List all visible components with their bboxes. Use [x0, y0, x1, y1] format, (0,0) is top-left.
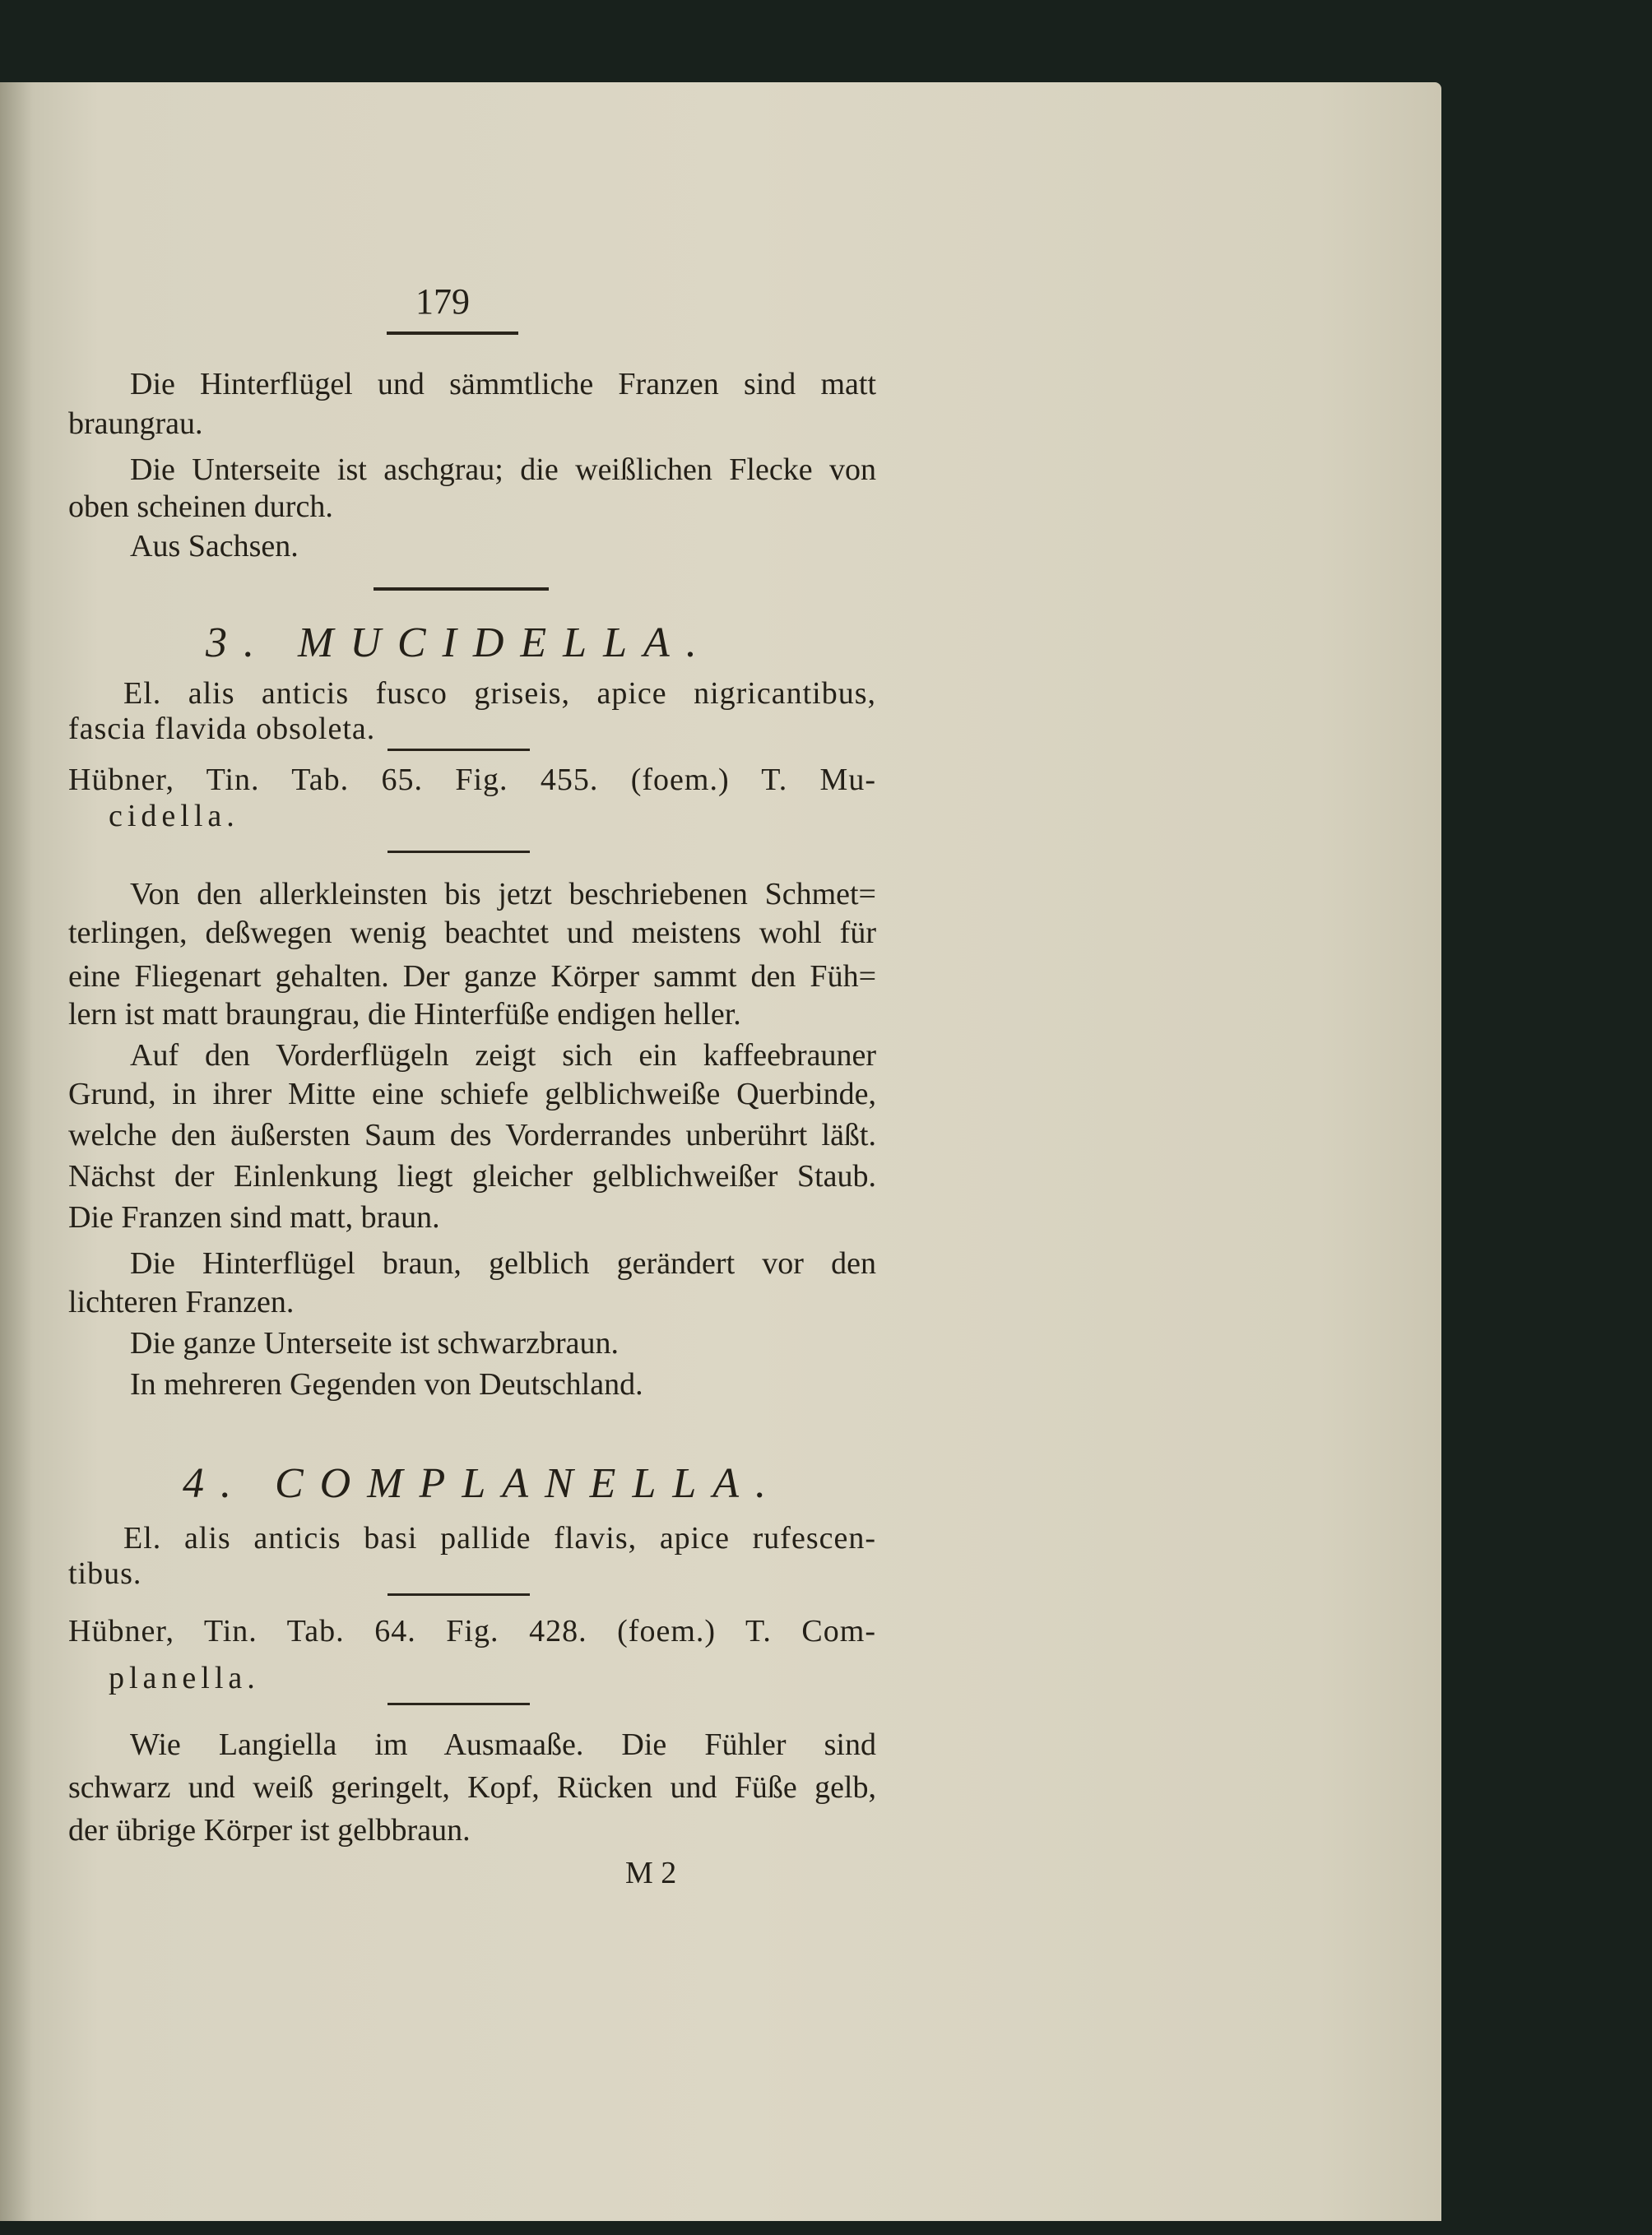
text-line: Von den allerkleinsten bis jetzt beschriebenen Schmet=: [130, 877, 876, 911]
text-line: eine Fliegenart gehalten. Der ganze Körper sammt den Füh=: [68, 959, 876, 995]
text-line: lern ist matt braungrau, die Hinterfüße endigen heller.: [68, 996, 741, 1032]
text-line: Nächst der Einlenkung liegt gleicher gelblichweißer Staub.: [68, 1159, 876, 1194]
section-rule: [374, 587, 549, 591]
text-line: lichteren Franzen.: [68, 1284, 295, 1319]
text-line: Die ganze Unterseite ist schwarzbraun.: [130, 1325, 620, 1361]
text-line: Die Hinterflügel braun, gelblich gerändert vor den: [130, 1245, 876, 1281]
reference-line: Hübner, Tin. Tab. 65. Fig. 455. (foem.) T. Mu-: [68, 763, 876, 798]
text-line: schwarz und weiß geringelt, Kopf, Rücken und Füße gelb,: [68, 1770, 876, 1806]
text-line: oben scheinen durch.: [68, 489, 333, 524]
section-rule: [387, 749, 530, 751]
section-rule: [387, 1593, 530, 1596]
text-line: Die Hinterflügel und sämmtliche Franzen sind matt: [130, 366, 876, 401]
page-number: 179: [415, 281, 470, 322]
text-line: braungrau.: [68, 406, 203, 442]
section-rule: [387, 1703, 530, 1705]
text-line: welche den äußersten Saum des Vorderrandes unberührt läßt.: [68, 1117, 876, 1152]
signature-mark: M 2: [625, 1856, 677, 1890]
latin-diagnosis-line: fascia flavida obsoleta.: [68, 712, 376, 747]
reference-line: planella.: [109, 1660, 260, 1695]
text-line: Grund, in ihrer Mitte eine schiefe gelblichweiße Querbinde,: [68, 1076, 876, 1111]
section-heading: 4. COMPLANELLA.: [183, 1460, 783, 1508]
reference-line: Hübner, Tin. Tab. 64. Fig. 428. (foem.) T. Com-: [68, 1613, 876, 1648]
latin-diagnosis-line: El. alis anticis basi pallide flavis, apice rufescen-: [123, 1521, 876, 1556]
latin-diagnosis-line: El. alis anticis fusco griseis, apice nigricantibus,: [123, 675, 876, 711]
text-line: In mehreren Gegenden von Deutschland.: [130, 1366, 643, 1402]
text-line: Die Unterseite ist aschgrau; die weißlichen Flecke von: [130, 452, 876, 487]
reference-line: cidella.: [109, 798, 239, 833]
latin-diagnosis-line: tibus.: [68, 1556, 142, 1592]
text-line: Auf den Vorderflügeln zeigt sich ein kaffeebrauner: [130, 1037, 876, 1073]
text-line: Aus Sachsen.: [130, 529, 299, 564]
text-line: der übrige Körper ist gelbbraun.: [68, 1813, 471, 1848]
text-line: Die Franzen sind matt, braun.: [68, 1200, 440, 1236]
page-number-rule: [387, 332, 518, 335]
text-line: terlingen, deßwegen wenig beachtet und meistens wohl für: [68, 915, 876, 950]
section-heading: 3. MUCIDELLA.: [206, 619, 713, 667]
text-line: Wie Langiella im Ausmaaße. Die Fühler sind: [130, 1727, 876, 1763]
section-rule: [387, 851, 530, 853]
